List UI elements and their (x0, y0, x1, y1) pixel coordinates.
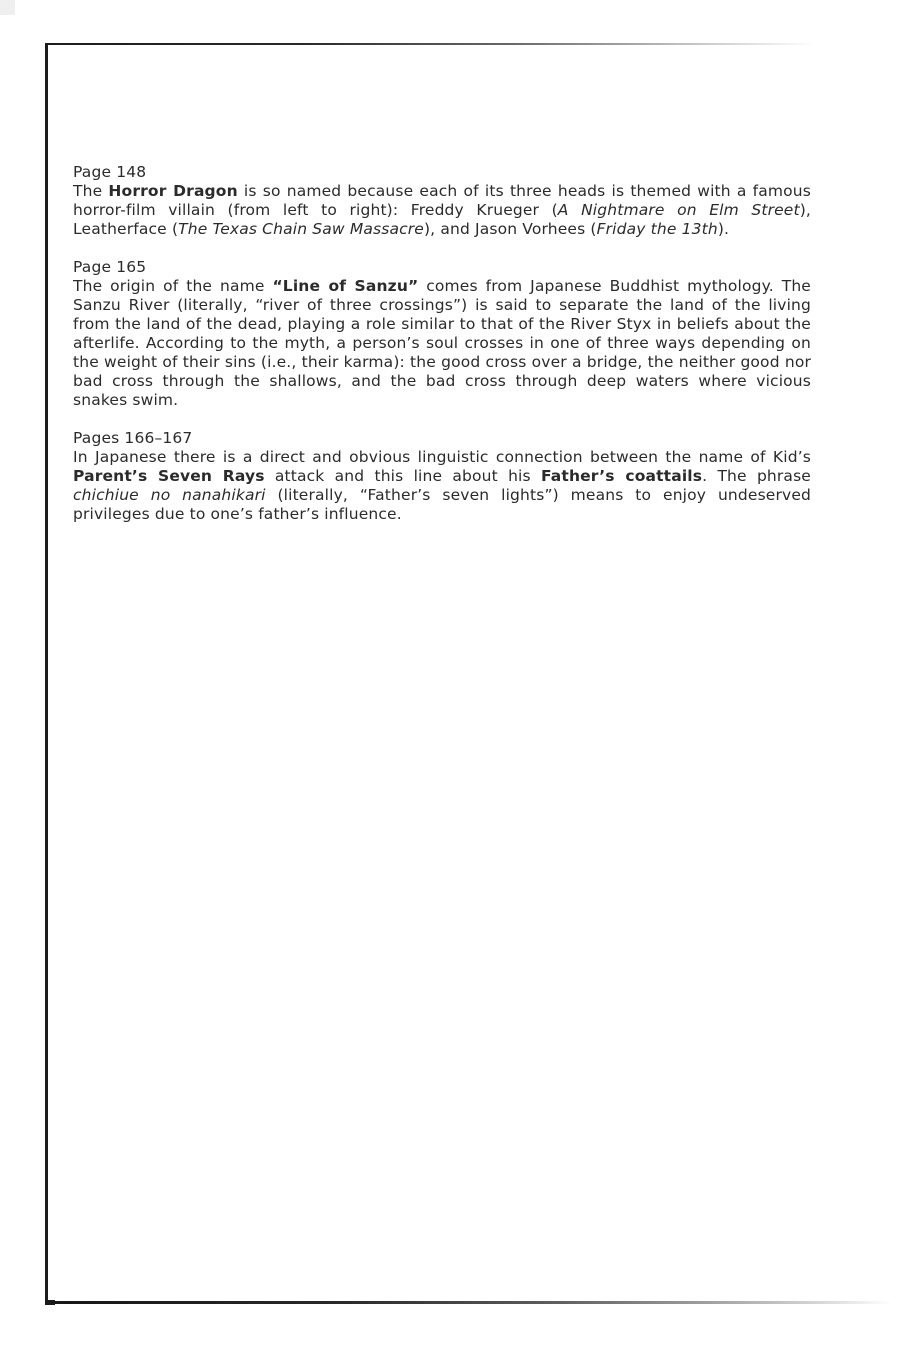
note-text-segment: chichiue no nanahikari (73, 486, 266, 504)
note-text-segment: The Texas Chain Saw Massacre (178, 220, 424, 238)
note-text-segment: ). (717, 220, 730, 238)
note-text-segment: Friday the 13th (596, 220, 718, 238)
note-text-segment: Horror Dragon (108, 182, 238, 200)
note-text-segment: attack and this line about his (264, 467, 541, 485)
note-text-segment: Father’s coattails (540, 467, 703, 485)
note-text-segment: is so named because each of its three heads is themed with a famous horror-film villain (from left to right): Freddy Krueger ( (73, 182, 812, 219)
note-text-segment: ), and Jason Vorhees ( (423, 220, 597, 238)
note-item (73, 258, 811, 410)
page-frame-bottom-rule (48, 1301, 900, 1304)
translation-notes-list (73, 163, 811, 543)
page-frame-top-rule (48, 43, 900, 45)
note-body-text (73, 277, 811, 410)
note-item (73, 163, 811, 239)
page-frame-corner (45, 1300, 55, 1305)
note-text-segment: “Line of Sanzu” (272, 277, 419, 295)
note-text-segment: The (73, 182, 109, 200)
note-text-segment: In Japanese there is a direct and obvious linguistic connection between the name of Kid’s (73, 448, 811, 466)
note-text-segment: The origin of the name (73, 277, 273, 295)
note-page-heading: Pages 166–167 (73, 429, 193, 447)
note-body-text (73, 448, 811, 524)
note-body-text (73, 182, 811, 239)
note-page-heading: Page 165 (73, 258, 147, 276)
note-text-segment: (literally, “Father’s seven lights”) means to enjoy undeserved privileges due to one’s father’s influence. (73, 486, 811, 523)
note-text-segment: ), Leatherface ( (73, 201, 811, 238)
note-item (73, 429, 811, 524)
note-text-segment: A Nightmare on Elm Street (557, 201, 800, 219)
note-text-segment: Parent’s Seven Rays (73, 467, 265, 485)
note-text-segment: comes from Japanese Buddhist mythology. The Sanzu River (literally, “river of three crossings”) is said to separate the land of the living from the land of the dead, playing a role similar to that of the River Styx in beliefs about the afterlife. According to the myth, a person’s soul crosses in one of three ways depending on the weight of their sins (i.e., their karma): the good cross over a bridge, the neither good nor bad cross through the shallows, and the bad cross through deep waters where vicious snakes swim. (73, 277, 811, 409)
scan-corner-artifact (0, 0, 15, 15)
note-page-heading: Page 148 (73, 163, 147, 181)
note-text-segment: . The phrase (702, 467, 811, 485)
